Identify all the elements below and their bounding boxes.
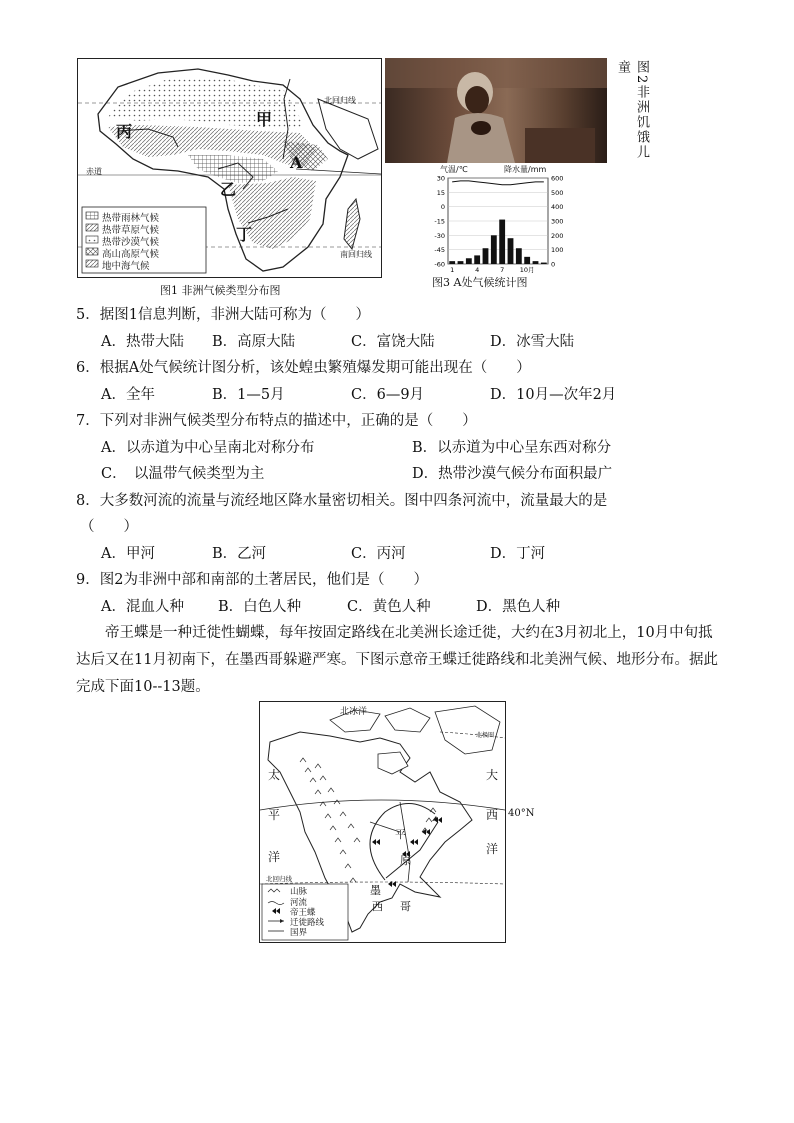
left-tick-label: -60 — [434, 260, 445, 269]
precip-bar — [524, 257, 530, 264]
arctic-ocean-label: 北冰洋 — [340, 707, 368, 717]
precip-bar — [516, 248, 522, 264]
pacific-label-2: 平 — [268, 808, 281, 822]
fig3-caption: 图3 A处气候统计图 — [432, 276, 528, 289]
na-legend-butterfly: 帝王蝶 — [290, 908, 316, 918]
mexico-label-2: 西 — [372, 900, 383, 913]
climate-chart-svg — [418, 164, 588, 274]
temperature-line — [452, 181, 544, 185]
precip-bar — [533, 261, 539, 264]
left-tick-label: 30 — [436, 174, 445, 183]
plain-label-1: 平 — [395, 828, 406, 841]
question-9: 9．图2为非洲中部和南部的土著居民，他们是（ ） — [76, 572, 428, 588]
left-tick-label: 0 — [440, 203, 445, 212]
left-tick-label: 15 — [436, 188, 445, 197]
q8-option-a: A．甲河 — [101, 546, 155, 562]
legend-highland: 高山高原气候 — [102, 249, 160, 260]
x-tick-label: 1 — [450, 266, 455, 274]
na-legend-mountain: 山脉 — [290, 887, 308, 897]
question-5: 5．据图1信息判断，非洲大陆可称为（ ） — [76, 307, 370, 323]
q9-option-a: A．混血人种 — [101, 599, 184, 615]
q7-option-d: D．热带沙漠气候分布面积最广 — [412, 466, 613, 482]
q6-option-c: C．6—9月 — [351, 387, 425, 403]
right-tick-label: 500 — [551, 188, 564, 197]
q5-option-c: C．富饶大陆 — [351, 334, 435, 350]
q6-option-b: B．1—5月 — [212, 387, 285, 403]
africa-climate-map — [77, 58, 382, 278]
q8-option-c: C．丙河 — [351, 546, 406, 562]
right-tick-label: 300 — [551, 217, 564, 226]
q8-option-b: B．乙河 — [212, 546, 267, 562]
map-label-yi: 乙 — [220, 180, 237, 199]
mexico-label-1: 墨 — [370, 884, 381, 897]
left-tick-label: -45 — [434, 246, 445, 255]
na-legend-river: 河流 — [290, 898, 308, 908]
right-tick-label: 100 — [551, 246, 564, 255]
arctic-circle-label: 北极圈 — [476, 732, 495, 739]
q8-option-d: D．丁河 — [490, 546, 546, 562]
mexico-label-3: 哥 — [400, 900, 411, 913]
precip-bar — [466, 258, 472, 264]
q7-option-b: B．以赤道为中心呈东西对称分 — [412, 440, 612, 456]
q5-option-a: A．热带大陆 — [101, 334, 184, 350]
precip-bar — [499, 220, 505, 264]
map-label-bing: 丙 — [116, 122, 133, 141]
tropic-north-label: 北回归线 — [324, 96, 356, 105]
legend-rainforest: 热带雨林气候 — [102, 213, 160, 224]
q5-option-b: B．高原大陆 — [212, 334, 296, 350]
latitude-40n-label: 40°N — [508, 808, 535, 819]
plain-label-2: 原 — [400, 854, 411, 867]
q9-option-d: D．黑色人种 — [476, 599, 561, 615]
precip-axis-title: 降水量/mm — [504, 165, 547, 174]
precip-bar — [458, 261, 464, 264]
q7-option-a: A．以赤道为中心呈南北对称分布 — [101, 440, 315, 456]
q9-option-b: B．白色人种 — [218, 599, 302, 615]
q6-option-d: D．10月—次年2月 — [490, 387, 617, 403]
equator-label: 赤道 — [86, 167, 102, 176]
na-legend-border: 国界 — [290, 928, 308, 938]
right-tick-label: 600 — [551, 174, 564, 183]
precip-bar — [508, 238, 514, 264]
starving-child-photo — [385, 58, 607, 163]
tropic-label-na: 北回归线 — [266, 875, 292, 883]
q5-option-d: D．冰雪大陆 — [490, 334, 575, 350]
precip-bar — [449, 261, 455, 264]
atlantic-label-3: 洋 — [486, 842, 499, 856]
x-tick-label: 10月 — [519, 266, 535, 274]
legend-desert: 热带沙漠气候 — [102, 237, 160, 248]
monarch-passage — [76, 620, 726, 701]
pacific-label-1: 太 — [268, 768, 281, 782]
left-tick-label: -30 — [434, 231, 445, 240]
x-tick-label: 7 — [500, 266, 505, 274]
fig1-caption: 图1 非洲气候类型分布图 — [160, 284, 281, 297]
atlantic-label-1: 大 — [486, 768, 499, 782]
photo-illustration — [385, 58, 607, 163]
question-8: 8．大多数河流的流量与流经地区降水量密切相关。图中四条河流中，流量最大的是 — [76, 493, 608, 509]
tropic-south-label: 南回归线 — [340, 250, 372, 259]
north-america-map — [259, 701, 506, 943]
precip-bar — [491, 235, 497, 264]
x-tick-label: 4 — [475, 266, 480, 274]
pacific-label-3: 洋 — [268, 850, 281, 864]
atlantic-label-2: 西 — [486, 808, 499, 822]
passage-text: 帝王蝶是一种迁徙性蝴蝶，每年按固定路线在北美洲长途迁徙，大约在3月初北上，10月中旬抵达后又在11月初南下，在墨西哥躲避严寒。下图示意帝王蝶迁徙路线和北美洲气候、地形分布。据此完成下面10--13题。 — [76, 625, 718, 695]
map-label-ding: 丁 — [236, 225, 253, 244]
fig2-caption: 图2非洲饥饿儿童 — [615, 60, 649, 161]
climate-chart — [418, 164, 588, 274]
q7-option-c: C． 以温带气候类型为主 — [101, 466, 265, 482]
precip-bar — [483, 248, 489, 264]
q6-option-a: A．全年 — [101, 387, 155, 403]
temp-axis-title: 气温/℃ — [440, 165, 468, 174]
na-legend-route: 迁徙路线 — [290, 918, 325, 928]
legend-mediterranean: 地中海气候 — [102, 261, 150, 272]
precip-bar — [541, 263, 547, 264]
left-tick-label: -15 — [434, 217, 445, 226]
question-7: 7．下列对非洲气候类型分布特点的描述中，正确的是（ ） — [76, 413, 477, 429]
question-6: 6．根据A处气候统计图分析，该处蝗虫繁殖爆发期可能出现在（ ） — [76, 360, 531, 376]
right-tick-label: 400 — [551, 203, 564, 212]
precip-bar — [474, 255, 480, 264]
legend-savanna: 热带草原气候 — [102, 225, 160, 236]
map-label-jia: 甲 — [256, 110, 273, 129]
right-tick-label: 0 — [551, 260, 556, 269]
q9-option-c: C．黄色人种 — [347, 599, 431, 615]
right-tick-label: 200 — [551, 231, 564, 240]
map-label-A: A — [290, 153, 303, 172]
question-8-blank: （ ） — [80, 519, 138, 535]
